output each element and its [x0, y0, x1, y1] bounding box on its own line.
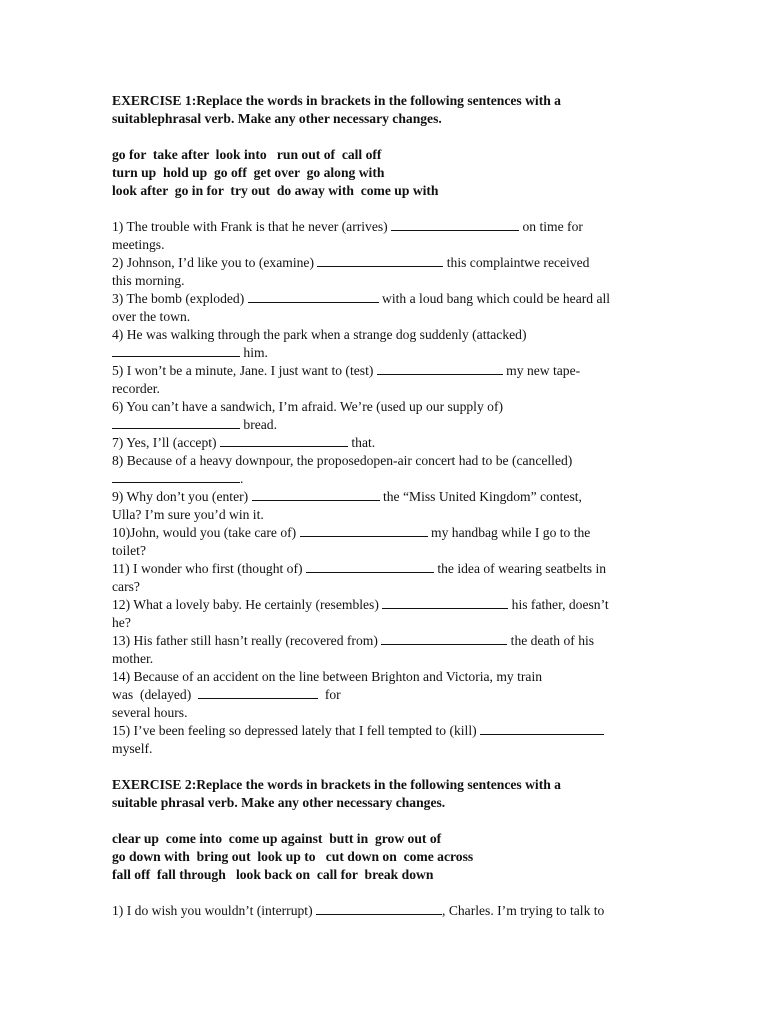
exercise-2-heading-line-2: suitable phrasal verb. Make any other necessary changes.: [112, 795, 446, 810]
exercise-item: 1) I do wish you wouldn’t (interrupt) , Charles. I’m trying to talk to: [112, 903, 605, 918]
exercise-2: [112, 776, 652, 920]
answer-blank[interactable]: [300, 524, 428, 537]
exercise-item-continuation: several hours.: [112, 705, 188, 720]
exercise-1-word-bank: [112, 146, 652, 200]
exercise-item-continuation: .: [112, 470, 652, 488]
exercise-item-continuation: cars?: [112, 579, 140, 594]
exercise-item-continuation: mother.: [112, 651, 154, 666]
exercise-1-heading-line-1: EXERCISE 1:Replace the words in brackets in the following sentences with a: [112, 93, 561, 108]
exercise-item-continuation: was (delayed) for: [112, 687, 341, 702]
exercise-item-continuation: Ulla? I’m sure you’d win it.: [112, 507, 264, 522]
answer-blank[interactable]: [112, 470, 240, 483]
exercise-item-continuation: recorder.: [112, 381, 160, 396]
answer-blank[interactable]: [316, 902, 442, 915]
exercise-item-continuation: he?: [112, 615, 131, 630]
exercise-item-continuation: toilet?: [112, 543, 146, 558]
exercise-item-continuation: this morning.: [112, 273, 185, 288]
word-bank-line: look after go in for try out do away with come up with: [112, 183, 439, 198]
exercise-item: 1) The trouble with Frank is that he never (arrives) on time for: [112, 219, 583, 234]
exercise-item: 4) He was walking through the park when a strange dog suddenly (attacked): [112, 327, 527, 342]
exercise-item: 15) I’ve been feeling so depressed lately that I fell tempted to (kill): [112, 722, 652, 740]
answer-blank[interactable]: [252, 488, 380, 501]
exercise-item: 14) Because of an accident on the line between Brighton and Victoria, my train: [112, 669, 543, 684]
exercise-item: 5) I won’t be a minute, Jane. I just want to (test) my new tape-: [112, 363, 581, 378]
answer-blank[interactable]: [381, 632, 507, 645]
answer-blank[interactable]: [377, 362, 503, 375]
answer-blank[interactable]: [306, 560, 434, 573]
exercise-item: 3) The bomb (exploded) with a loud bang which could be heard all: [112, 291, 611, 306]
answer-blank[interactable]: [480, 722, 604, 735]
answer-blank[interactable]: [382, 596, 508, 609]
worksheet-page: [112, 92, 652, 920]
exercise-item-continuation: meetings.: [112, 237, 165, 252]
exercise-1-heading-line-2: suitablephrasal verb. Make any other necessary changes.: [112, 111, 442, 126]
exercise-item: 9) Why don’t you (enter) the “Miss United Kingdom” contest,: [112, 489, 582, 504]
exercise-item-continuation: myself.: [112, 741, 153, 756]
exercise-2-items: [112, 902, 652, 920]
exercise-item-continuation: over the town.: [112, 309, 191, 324]
word-bank-line: go down with bring out look up to cut down on come across: [112, 849, 474, 864]
exercise-1: [112, 92, 652, 758]
word-bank-line: turn up hold up go off get over go along with: [112, 165, 385, 180]
exercise-item-continuation: him.: [112, 344, 652, 362]
answer-blank[interactable]: [112, 344, 240, 357]
exercise-item: 2) Johnson, I’d like you to (examine) this complaintwe received: [112, 255, 590, 270]
exercise-item: 11) I wonder who first (thought of) the idea of wearing seatbelts in: [112, 561, 607, 576]
word-bank-line: clear up come into come up against butt in grow out of: [112, 831, 442, 846]
exercise-item: 13) His father still hasn’t really (recovered from) the death of his: [112, 633, 595, 648]
exercise-item-continuation: bread.: [112, 416, 652, 434]
word-bank-line: fall off fall through look back on call for break down: [112, 867, 434, 882]
exercise-1-items: [112, 218, 652, 758]
exercise-item: 12) What a lovely baby. He certainly (resembles) his father, doesn’t: [112, 597, 609, 612]
exercise-2-word-bank: [112, 830, 652, 884]
exercise-item: 8) Because of a heavy downpour, the proposedopen-air concert had to be (cancelled): [112, 453, 573, 468]
answer-blank[interactable]: [112, 416, 240, 429]
answer-blank[interactable]: [220, 434, 348, 447]
word-bank-line: go for take after look into run out of call off: [112, 147, 382, 162]
exercise-2-heading-line-1: EXERCISE 2:Replace the words in brackets in the following sentences with a: [112, 777, 561, 792]
exercise-item: 6) You can’t have a sandwich, I’m afraid. We’re (used up our supply of): [112, 399, 504, 414]
answer-blank[interactable]: [248, 290, 379, 303]
answer-blank[interactable]: [198, 686, 318, 699]
answer-blank[interactable]: [391, 218, 519, 231]
exercise-item: 7) Yes, I’ll (accept) that.: [112, 435, 376, 450]
exercise-item: 10)John, would you (take care of) my handbag while I go to the: [112, 525, 591, 540]
answer-blank[interactable]: [317, 254, 443, 267]
